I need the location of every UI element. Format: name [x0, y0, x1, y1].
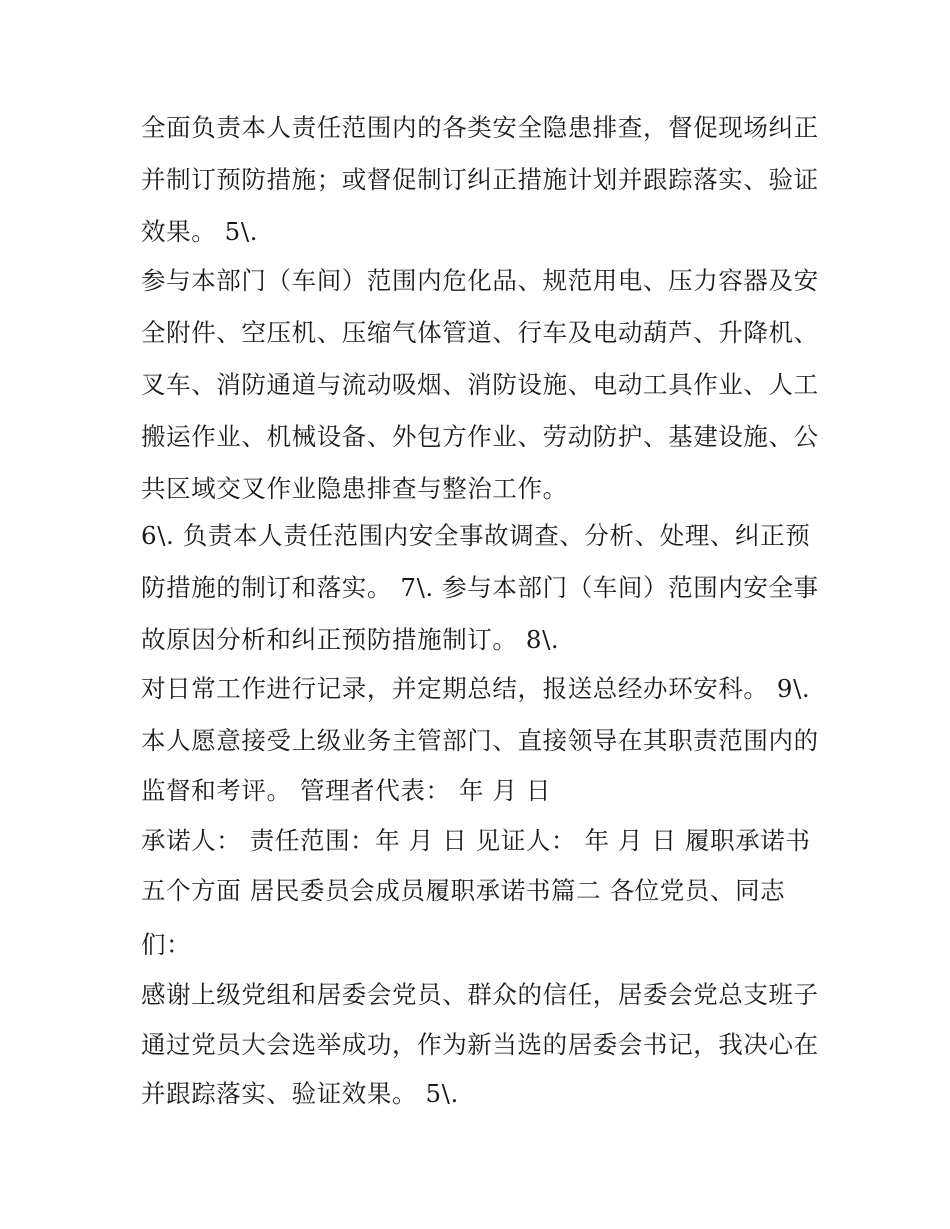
- text-line: 感谢上级党组和居委会党员、群众的信任，居委会党总支班子: [141, 980, 819, 1009]
- text-line: 防措施的制订和落实。 7\. 参与本部门（车间）范围内安全事: [141, 573, 819, 602]
- text-line: 监督和考评。 管理者代表： 年 月 日: [141, 776, 552, 805]
- text-line: 并制订预防措施；或督促制订纠正措施计划并跟踪落实、验证: [141, 165, 819, 194]
- text-line: 并跟踪落实、验证效果。 5\.: [141, 1079, 459, 1108]
- text-line: 承诺人： 责任范围：年 月 日 见证人： 年 月 日 履职承诺书: [141, 826, 811, 855]
- text-line: 故原因分析和纠正预防措施制订。 8\.: [141, 625, 560, 654]
- text-line: 全面负责本人责任范围内的各类安全隐患排查，督促现场纠正: [141, 113, 819, 142]
- text-line: 全附件、空压机、压缩气体管道、行车及电动葫芦、升降机、: [141, 318, 819, 347]
- text-line: 叉车、消防通道与流动吸烟、消防设施、电动工具作业、人工: [141, 370, 819, 399]
- text-line: 对日常工作进行记录，并定期总结，报送总经办环安科。 9\.: [141, 674, 811, 703]
- text-line: 搬运作业、机械设备、外包方作业、劳动防护、基建设施、公: [141, 422, 819, 451]
- text-line: 参与本部门（车间）范围内危化品、规范用电、压力容器及安: [141, 266, 819, 295]
- text-line: 6\. 负责本人责任范围内安全事故调查、分析、处理、纠正预: [141, 521, 811, 550]
- text-line: 通过党员大会选举成功，作为新当选的居委会书记，我决心在: [141, 1030, 819, 1059]
- text-line: 们：: [141, 930, 192, 959]
- text-line: 五个方面 居民委员会成员履职承诺书篇二 各位党员、同志: [141, 876, 786, 905]
- text-line: 共区域交叉作业隐患排查与整治工作。: [141, 474, 568, 503]
- text-line: 效果。 5\.: [141, 217, 259, 246]
- text-line: 本人愿意接受上级业务主管部门、直接领导在其职责范围内的: [141, 726, 819, 755]
